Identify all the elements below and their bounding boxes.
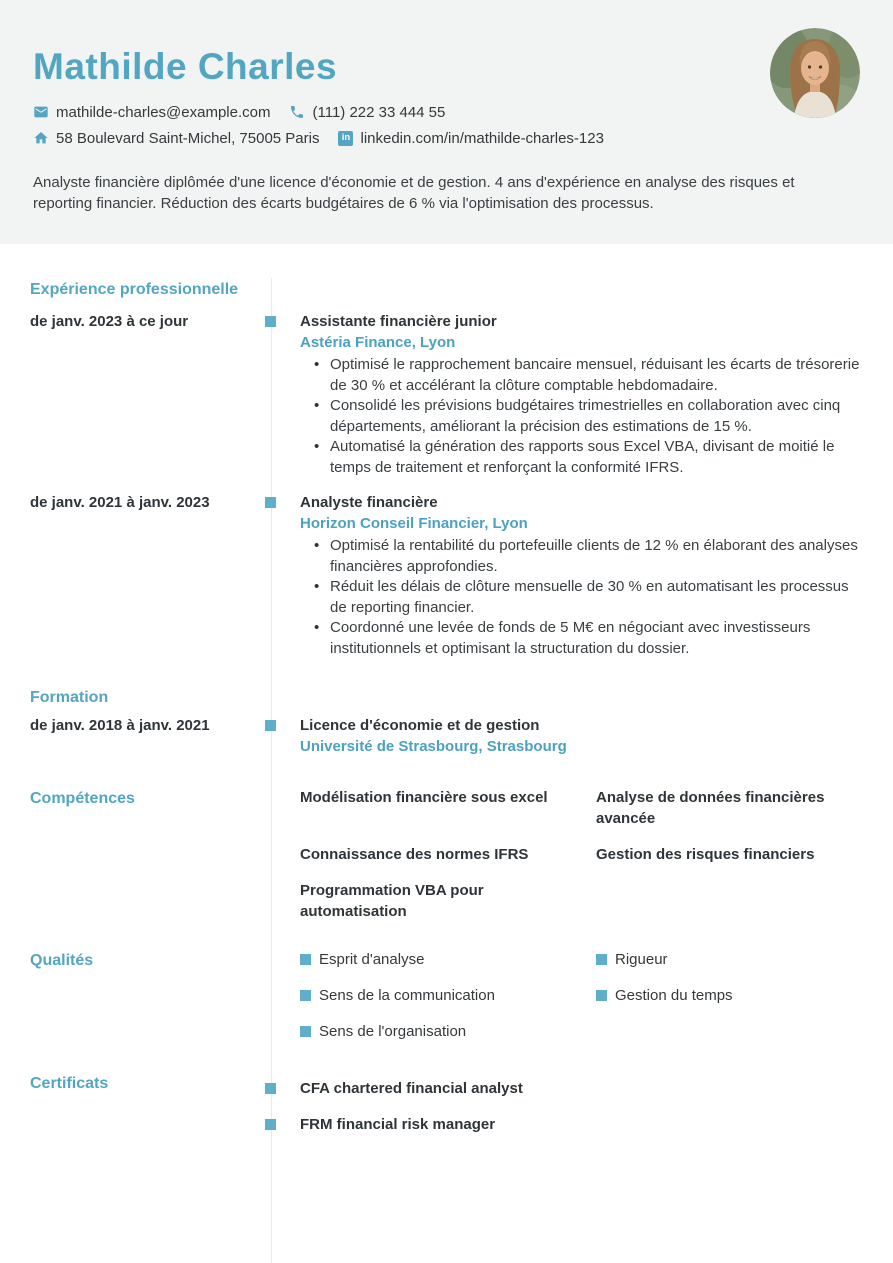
- square-bullet-icon: [265, 497, 276, 508]
- contact-address: [33, 130, 319, 147]
- contact-email-text: mathilde-charles@example.com: [56, 103, 271, 121]
- section-formation-header: [0, 686, 893, 709]
- skill-item: Modélisation financière sous excel: [300, 789, 548, 806]
- profile-photo: [770, 28, 860, 118]
- phone-icon: [289, 104, 305, 120]
- square-bullet-icon: [596, 954, 607, 965]
- quality-item: Esprit d'analyse: [300, 949, 566, 970]
- entry-bullet-list: [300, 355, 865, 478]
- square-bullet-icon: [265, 1119, 276, 1130]
- square-bullet-icon: [265, 316, 276, 327]
- skills-grid: [300, 787, 865, 922]
- square-bullet-icon: [596, 990, 607, 1001]
- experience-entry: [0, 492, 893, 659]
- linkedin-icon: in: [338, 131, 353, 146]
- entry-role: Assistante financière junior: [300, 313, 497, 330]
- skill-item: Analyse de données financières avancée: [596, 789, 825, 827]
- entry-bullet: • Optimisé le rapprochement bancaire mensuel, réduisant les écarts de trésorerie de 30 % et accélérant la clôture comptable hebdomadaire.: [300, 355, 865, 396]
- resume-header: [0, 0, 893, 244]
- quality-item: Sens de l'organisation: [300, 1021, 566, 1042]
- entry-bullet: • Consolidé les prévisions budgétaires trimestrielles en collaboration avec cinq départements, améliorant la précision des estimations de 15 %.: [300, 396, 865, 437]
- entry-date: de janv. 2018 à janv. 2021: [30, 717, 210, 734]
- square-bullet-icon: [265, 720, 276, 731]
- summary-text: Analyste financière diplômée d'une licence d'économie et de gestion. 4 ans d'expérience en analyse des risques et reporting financier. Réduction des écarts budgétaires de 6 % via l'optimisation des processus.: [33, 173, 795, 213]
- entry-bullet: • Optimisé la rentabilité du portefeuille clients de 12 % en élaborant des analyses financières approfondies.: [300, 536, 865, 577]
- section-title-competences: Compétences: [30, 790, 135, 807]
- square-bullet-icon: [300, 990, 311, 1001]
- resume-body: [0, 278, 893, 1263]
- certificate-item: FRM financial risk manager: [300, 1114, 865, 1135]
- contact-linkedin-text: linkedin.com/in/mathilde-charles-123: [360, 129, 604, 147]
- quality-item: Gestion du temps: [596, 985, 865, 1006]
- contact-address-text: 58 Boulevard Saint-Michel, 75005 Paris: [56, 129, 320, 147]
- entry-bullet: • Coordonné une levée de fonds de 5 M€ en négociant avec investisseurs institutionnels et optimisant la structuration du dossier.: [300, 618, 865, 659]
- contact-email: [33, 104, 270, 121]
- entry-company: Horizon Conseil Financier, Lyon: [300, 515, 528, 532]
- skill-item: Programmation VBA pour automatisation: [300, 882, 484, 920]
- section-competences: [0, 787, 893, 922]
- entry-date: de janv. 2023 à ce jour: [30, 313, 189, 330]
- contact-info: [33, 104, 860, 147]
- candidate-name: Mathilde Charles: [33, 46, 338, 87]
- entry-company: Astéria Finance, Lyon: [300, 334, 456, 351]
- contact-linkedin: [338, 130, 603, 147]
- quality-item: Sens de la communication: [300, 985, 566, 1006]
- profile-photo-illustration: [770, 28, 860, 118]
- school-name: Université de Strasbourg, Strasbourg: [300, 738, 567, 755]
- contact-phone-text: (111) 222 33 444 55: [312, 103, 446, 121]
- entry-bullet-list: [300, 536, 865, 659]
- square-bullet-icon: [300, 1026, 311, 1037]
- skill-item: Gestion des risques financiers: [596, 846, 815, 863]
- entry-role: Analyste financière: [300, 494, 438, 511]
- certificate-list: [300, 1078, 865, 1135]
- section-certificats: [0, 1072, 893, 1135]
- home-icon: [33, 130, 49, 146]
- entry-bullet: • Réduit les délais de clôture mensuelle de 30 % en automatisant les processus de reporting financier.: [300, 577, 865, 618]
- section-qualites: [0, 949, 893, 1042]
- qualities-grid: [300, 949, 865, 1042]
- contact-phone: [289, 104, 445, 121]
- experience-entry: [0, 311, 893, 478]
- square-bullet-icon: [300, 954, 311, 965]
- section-title-formation: Formation: [30, 689, 109, 706]
- certificate-item: CFA chartered financial analyst: [300, 1078, 865, 1099]
- entry-bullet: • Automatisé la génération des rapports sous Excel VBA, divisant de moitié le temps de traitement et renforçant la conformité IFRS.: [300, 437, 865, 478]
- section-title-certificats: Certificats: [30, 1075, 109, 1092]
- quality-item: Rigueur: [596, 949, 865, 970]
- entry-date: de janv. 2021 à janv. 2023: [30, 494, 210, 511]
- email-icon: [33, 104, 49, 120]
- education-entry: [0, 715, 893, 757]
- section-title-qualites: Qualités: [30, 952, 94, 969]
- section-experience-header: [0, 278, 893, 301]
- degree-title: Licence d'économie et de gestion: [300, 717, 540, 734]
- section-title-experience: Expérience professionnelle: [30, 281, 239, 298]
- square-bullet-icon: [265, 1083, 276, 1094]
- skill-item: Connaissance des normes IFRS: [300, 846, 529, 863]
